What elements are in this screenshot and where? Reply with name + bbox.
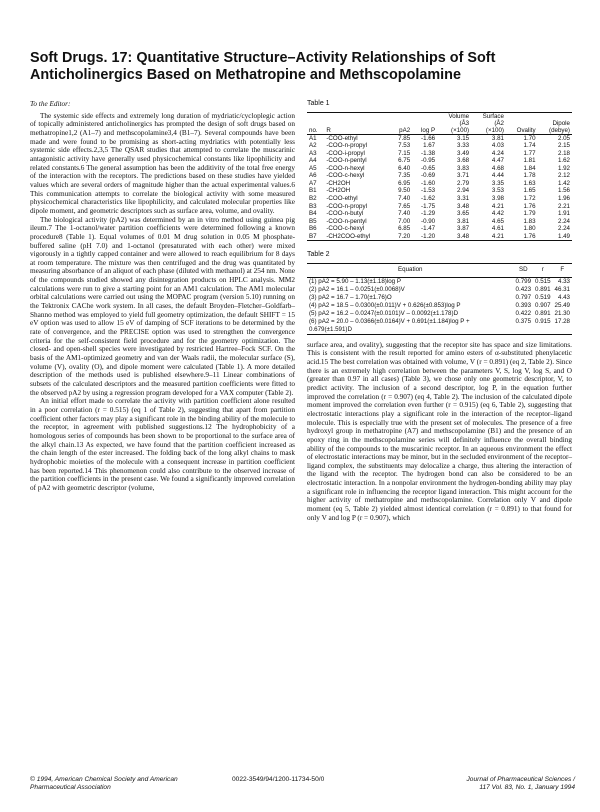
table1-cell: B6 [309, 225, 317, 233]
table1-cell: 7.00 [398, 217, 411, 225]
table2-cell-r: 0.519 [535, 293, 551, 301]
table1-cell: 9.50 [398, 187, 411, 195]
table1-cell: -1.53 [421, 187, 436, 195]
table1-cell: 3.53 [491, 187, 504, 195]
table1-cell: -0.90 [421, 217, 436, 225]
table2-cell-eq: (1) pA2 = 5.90 – 1.13(±1.18)log P [309, 277, 401, 285]
table1-row [307, 195, 572, 203]
table1-row [307, 203, 572, 211]
table2-cell-r: 0.907 [535, 301, 551, 309]
table1-cell: 4.03 [491, 142, 504, 150]
table1-cell: 2.15 [557, 142, 570, 150]
table1-cell: B7 [309, 232, 317, 240]
table1-row [307, 225, 572, 233]
table2-cell-eq: (6) pA2 = 20.0 – 0.0366(±0.0164)V + 0.691(±1.184)log P + 0.679(±1.591)D [309, 317, 470, 333]
table1-cell: -1.29 [421, 210, 436, 218]
table1-cell: -CH2OH [326, 187, 351, 195]
table1-cell: A3 [309, 149, 317, 157]
table2-header-sd: SD [518, 265, 528, 273]
table1-cell: 1.77 [523, 149, 536, 157]
table1-cell: -COO-c-hexyl [326, 172, 365, 180]
table1-body [307, 134, 572, 241]
table1-cell: -COO-ethyl [326, 134, 358, 142]
table1-cell: 2.94 [457, 187, 470, 195]
table1-cell: 3.33 [457, 142, 470, 150]
table1 [307, 112, 572, 242]
table2-cell-eq: (5) pA2 = 16.2 – 0.0247(±0.0101)V – 0.0092(±1.178)D [309, 309, 459, 317]
table1-cell: -COO-n-propyl [326, 202, 367, 210]
table2-cell-eq: (4) pA2 = 18.5 – 0.0300(±0.011)V + 0.626(±0.853)log P [309, 301, 461, 309]
table1-cell: -1.38 [421, 149, 436, 157]
table1-cell: 1.76 [523, 232, 536, 240]
table1-cell: 4.21 [491, 232, 504, 240]
table1-cell: 3.87 [457, 225, 470, 233]
table2-cell-sd: 0.393 [515, 301, 532, 309]
table1-header-dipole: Dipole [552, 119, 570, 127]
table1-cell: 1.65 [523, 187, 536, 195]
table1-cell: 3.98 [491, 195, 504, 203]
table1-cell: 2.05 [557, 134, 570, 142]
table1-cell: 7.20 [398, 232, 411, 240]
table1-cell: 1.42 [557, 179, 570, 187]
table1-cell: -COO-i-propyl [326, 149, 365, 157]
footer-issn: 0022-3549/94/1200-11734-50/0 [232, 776, 325, 783]
table1-cell: 4.44 [491, 172, 504, 180]
table1-row [307, 210, 572, 218]
table1-header-surface-unit: (Å2 [494, 119, 504, 127]
table2-cell-r: 0.891 [535, 309, 551, 317]
table1-cell: 2.18 [557, 149, 570, 157]
table2-title: Table 2 [307, 251, 330, 259]
table1-cell: 1.63 [523, 179, 536, 187]
table2-header-equation: Equation [398, 265, 423, 273]
table2-cell-f: 25.49 [554, 301, 570, 309]
table1-cell: 7.40 [398, 210, 411, 218]
table1-row [307, 142, 572, 150]
table1-cell: 1.80 [523, 225, 536, 233]
table1-cell: A4 [309, 157, 317, 165]
table2-cell-r: 0.915 [535, 317, 551, 325]
table1-cell: 1.81 [523, 157, 536, 165]
table1-cell: B4 [309, 210, 317, 218]
table1-cell: 1.78 [523, 172, 536, 180]
table1-cell: -0.69 [421, 172, 436, 180]
table1-cell: 2.24 [557, 217, 570, 225]
table1-cell: B3 [309, 202, 317, 210]
table1-cell: 1.91 [557, 210, 570, 218]
table1-row [307, 150, 572, 158]
table2-cell-f: 4.43 [557, 293, 570, 301]
table2-row [307, 310, 572, 318]
table1-cell: 7.85 [398, 134, 411, 142]
table1-header-dipole-unit: (debye) [549, 126, 570, 134]
table1-cell: -0.65 [421, 164, 436, 172]
table1-cell: 1.83 [523, 217, 536, 225]
table2-cell-eq: (2) pA2 = 16.1 – 0.0251(±0.0068)V [309, 285, 405, 293]
table1-cell: A2 [309, 142, 317, 150]
table1-row [307, 157, 572, 165]
table2-body [307, 277, 572, 334]
table2-row [307, 294, 572, 302]
table2-row [307, 318, 572, 335]
body-paragraph-1: The systemic side effects and extremely long duration of mydriatic/cycloplegic action of topically administered anticholinergics has prompted the design of soft drugs based on methatropine1,2 (A1–7) and methscopolamine3,4 (B1–7). Several compounds have been made and were found to be promising as short-acting mydriatics with potentially less systemic side effects.2,3,5 The QSAR studies that attempted to correlate the muscarinic antagonistic activity have generally used physicochemical constants like lipophilicity and related constants.6 The general assumption has been the additivity of the total free energy of the interaction with the receptors. The predictions based on these studies have yielded values which are several orders of magnitude higher than the actual experimental values.6 This communication attempts to correlate the biological activity with some measured physicochemical characteristics like lipophilicity, and calculated molecular properties like dipole moment, and geometric descriptors such as surface area, volume, and ovality. [30, 111, 295, 215]
table2-row [307, 302, 572, 310]
table1-cell: 3.65 [457, 210, 470, 218]
table1-cell: 3.49 [457, 149, 470, 157]
table1-cell: 1.96 [557, 195, 570, 203]
table1-row [307, 165, 572, 173]
right-column [307, 100, 572, 522]
table2 [307, 263, 572, 335]
table1-cell: 6.75 [398, 157, 411, 165]
table1-header-no: no. [309, 126, 318, 134]
body-paragraph-3: An initial effort made to correlate the activity with partition coefficient alone resulted in a poor correlation (r = 0.515) (eq 1 of Table 2), suggesting that apart from partition coefficient other factors may play a significant role in the binding ability of the molecule to the receptor, in agreement with published suggestions.12 The hydrophobicity of a homologous series of compounds has been shown to be proportional to the surface area of the alkyl chain.13 As expected, we have found that the partition coefficient increased as the chain length of the ester increased. The folding back of the long alkyl chains to mask hydrophobic moieties of the molecule with a consequent increase in partition coefficient has been reported.14 This phenomenon could also contribute to the observed increase of the partition coefficients in the present case. We found a significantly improved correlation of pA2 with geometric descriptor (volume, [30, 397, 296, 492]
article-title: Soft Drugs. 17: Quantitative Structure–Activity Relationships of Soft Anticholinergics Based on Methatropine and Methscopolamine [30, 50, 496, 83]
table2-cell-sd: 0.797 [515, 293, 532, 301]
table1-cell: B1 [309, 187, 317, 195]
table1-cell: -1.60 [421, 179, 436, 187]
table1-header-pa2: pA2 [399, 126, 411, 134]
table1-cell: 7.65 [398, 202, 411, 210]
table1-cell: 1.70 [523, 134, 536, 142]
table1-cell: 6.40 [398, 164, 411, 172]
table2-cell-eq: (3) pA2 = 16.7 – 1.70(±1.76)O [309, 293, 392, 301]
table1-cell: -CH2COO-ethyl [326, 232, 371, 240]
table1-cell: 2.21 [557, 202, 570, 210]
table1-cell: 2.79 [457, 179, 470, 187]
table1-cell: -COO-ethyl [326, 195, 358, 203]
table1-cell: 3.48 [457, 202, 470, 210]
table1-row [307, 218, 572, 226]
table1-header-r: R [326, 126, 331, 134]
table1-cell: 1.74 [523, 142, 536, 150]
table1-cell: A6 [309, 172, 317, 180]
table2-cell-f: 4.33 [557, 277, 570, 285]
to-editor-salutation: To the Editor: [30, 100, 71, 108]
table1-row [307, 172, 572, 180]
table2-cell-sd: 0.375 [515, 317, 532, 325]
table1-cell: 1.56 [557, 187, 570, 195]
table1-cell: 2.24 [557, 225, 570, 233]
table1-cell: 4.47 [491, 157, 504, 165]
table1-header-surface: Surface [482, 112, 504, 120]
table1-cell: 2.12 [557, 172, 570, 180]
table1-header-surface-scale: (×100) [485, 126, 504, 134]
table1-header-volume-scale: (×100) [451, 126, 470, 134]
table2-cell-sd: 0.799 [515, 277, 532, 285]
table1-header-ovality: Ovality [516, 126, 536, 134]
table1-row [307, 180, 572, 188]
table1-cell: 4.42 [491, 210, 504, 218]
table1-cell: 6.95 [398, 179, 411, 187]
body-paragraph-2: The biological activity (pA2) was determined by an in vitro method using guinea pig ileum.7 The 1-octanol/water partition coefficients were determined following a known procedure8 (Table 1). Equal volumes of 0.01 M drug solution in 0.05 M phosphate-buffered saline (pH 7.0) and 1-octanol (presaturated with each other) were mixed vigorously in a tightly capped container and were allowed to reach equilibrium for 8 days at room temperature. The mixture was then centrifuged and the drug was quantitated by measuring absorbance of an aliquot of each phase (diluted with methanol) at 254 nm. None of the compounds studied showed any disintegration products on HPLC analysis. MM2 calculations were run to give a starting point for an AM1 calculation. The AM1 molecular orbital calculations were carried out using the MOPAC program (version 5.10) running on the Tektronix CAChe work system. In all cases, the default Broyden–Fletcher–Goldfarb–Shanno method was employed to yield full geometry optimization, the default SHIFT = 15 eV option was used to allow 15 eV of damping of SCF iterations to be determined by the rate of convergence, and the PRECISE option was used to strengthen the convergence criteria for the self-consistent field procedure and for the geometry optimization. The closed- and open-shell species were investigated by restricted Hartree–Fock SCF. On the basis of the AM1-optimized geometry and van der Waals radii, the molecular surface (S), volume (V), ovality (O), and dipole moment were calculated (Table 1). A more detailed description of the methods used is published elsewhere.9–11 Linear combinations of subsets of the calculated descriptors and the measured partition coefficients were fitted to the observed pA2 by using a regression program developed for a VAX computer (Table 2). [30, 215, 295, 397]
right-body-text: surface area, and ovality), suggesting that the receptor site has space and size limitations. This is consistent with the result reported for amino esters of α-substituted phenylacetic acid.15 The best correlation was obtained with volume, V (r = 0.891) (eq 2, Table 2). Since there is an extremely high correlation between the parameters V, S, log V, log S, and O (greater than 0.97 in all cases) (Table 3), we chose only one geometric descriptor, V, to predict activity. The inclusion of a second descriptor, log P, in the equation further improved the correlation (r = 0.907) (eq 4, Table 2). The inclusion of the calculated dipole moment improved the correlation even further (r = 0.915) (eq 6, Table 2), suggesting that electrostatic interactions play a significant role in the interaction of the receptor–ligand molecule. This is especially true with the present set of molecules. The presence of a free hydroxyl group in methatropine (A7) and methscopolamine (B1) and the presence of an epoxy ring in the methscopolamine series will definitely influence the overall binding ability of the compounds to the muscarinic receptor. In an aqueous environment the effect of electrostatic interactions may be minor, but in the secluded environment of the receptor–ligand complex, the substituents may delocalize a charge, thus altering the interaction of the ligand with the receptor. The hydrogen bond can also be considered to be an electrostatic interaction. In a nonpolar environment the hydrogen-bonding ability may play a significant role in influencing the receptor ligand interaction. This might account for the higher activity of methatropine and methscopolamine. Correlation only V and dipole moment (eq 5, Table 2) yielded almost identical correlation (r = 0.891) to that found for only V and log P (r = 0.907), which [307, 340, 572, 522]
table1-cell: 4.61 [491, 225, 504, 233]
table1-cell: 4.68 [491, 164, 504, 172]
table1-cell: -1.47 [421, 225, 436, 233]
table1-cell: 7.53 [398, 142, 411, 150]
table2-cell-sd: 0.422 [515, 309, 532, 317]
table1-cell: 7.15 [398, 149, 411, 157]
table1-cell: -0.95 [421, 157, 436, 165]
table2-cell-f: 21.30 [554, 309, 570, 317]
table1-cell: -1.75 [421, 202, 436, 210]
table1-row [307, 233, 572, 241]
table2-row [307, 277, 572, 286]
table1-cell: -1.66 [421, 134, 436, 142]
table1-cell: 4.65 [491, 217, 504, 225]
table2-cell-f: 17.28 [554, 317, 570, 325]
table1-cell: 4.24 [491, 149, 504, 157]
table1-cell: 3.35 [491, 179, 504, 187]
table1-cell: B5 [309, 217, 317, 225]
table2-cell-sd: 0.423 [515, 285, 532, 293]
table1-cell: 3.48 [457, 232, 470, 240]
table1-cell: -CH2OH [326, 179, 351, 187]
table1-cell: 6.85 [398, 225, 411, 233]
table1-cell: 1.72 [523, 195, 536, 203]
table1-cell: 1.84 [523, 164, 536, 172]
table1-cell: -COO-n-butyl [326, 210, 364, 218]
left-column [30, 100, 295, 493]
table1-cell: 3.15 [457, 134, 470, 142]
table2-cell-f: 46.31 [554, 285, 570, 293]
footer-journal: Journal of Pharmaceutical Sciences / 117 Vol. 83, No. 1, January 1994 [466, 776, 575, 791]
table2-row [307, 286, 572, 294]
table1-header-logp: log P [421, 126, 436, 134]
table2-header-f: F [560, 265, 565, 273]
table1-cell: 7.40 [398, 195, 411, 203]
table1-row [307, 187, 572, 195]
table1-cell: 3.83 [457, 164, 470, 172]
table1-cell: -COO-c-hexyl [326, 225, 365, 233]
table1-cell: 3.81 [491, 134, 504, 142]
table1-cell: B2 [309, 195, 317, 203]
table1-cell: -1.62 [421, 195, 436, 203]
table1-cell: 4.21 [491, 202, 504, 210]
table1-cell: -COO-n-pentyl [326, 217, 367, 225]
table1-cell: A7 [309, 179, 317, 187]
table1-cell: 1.67 [423, 142, 436, 150]
table1-cell: 1.62 [557, 157, 570, 165]
footer-copyright: © 1994, American Chemical Society and American Pharmaceutical Association [30, 776, 178, 791]
table1-cell: A1 [309, 134, 317, 142]
table1-cell: -COO-n-propyl [326, 142, 367, 150]
table2-cell-r: 0.891 [535, 285, 551, 293]
table1-cell: 3.81 [457, 217, 470, 225]
table1-cell: -COO-n-pentyl [326, 157, 367, 165]
table1-cell: 1.79 [523, 210, 536, 218]
table1-cell: 3.68 [457, 157, 470, 165]
table1-cell: -1.20 [421, 232, 436, 240]
table2-header-r: r [541, 265, 544, 273]
table1-cell: 3.71 [457, 172, 470, 180]
table1-cell: 1.92 [557, 164, 570, 172]
table1-cell: 7.35 [398, 172, 411, 180]
table1-header-volume-unit: (Å3 [459, 119, 470, 127]
table1-cell: A5 [309, 164, 317, 172]
table1-row [307, 134, 572, 142]
table1-cell: 1.76 [523, 202, 536, 210]
table1-header-volume: Volume [448, 112, 470, 120]
table1-title: Table 1 [307, 100, 330, 107]
table1-cell: 3.31 [457, 195, 470, 203]
table1-cell: -COO-n-hexyl [326, 164, 365, 172]
table2-cell-r: 0.515 [535, 277, 551, 285]
table1-cell: 1.49 [557, 232, 570, 240]
